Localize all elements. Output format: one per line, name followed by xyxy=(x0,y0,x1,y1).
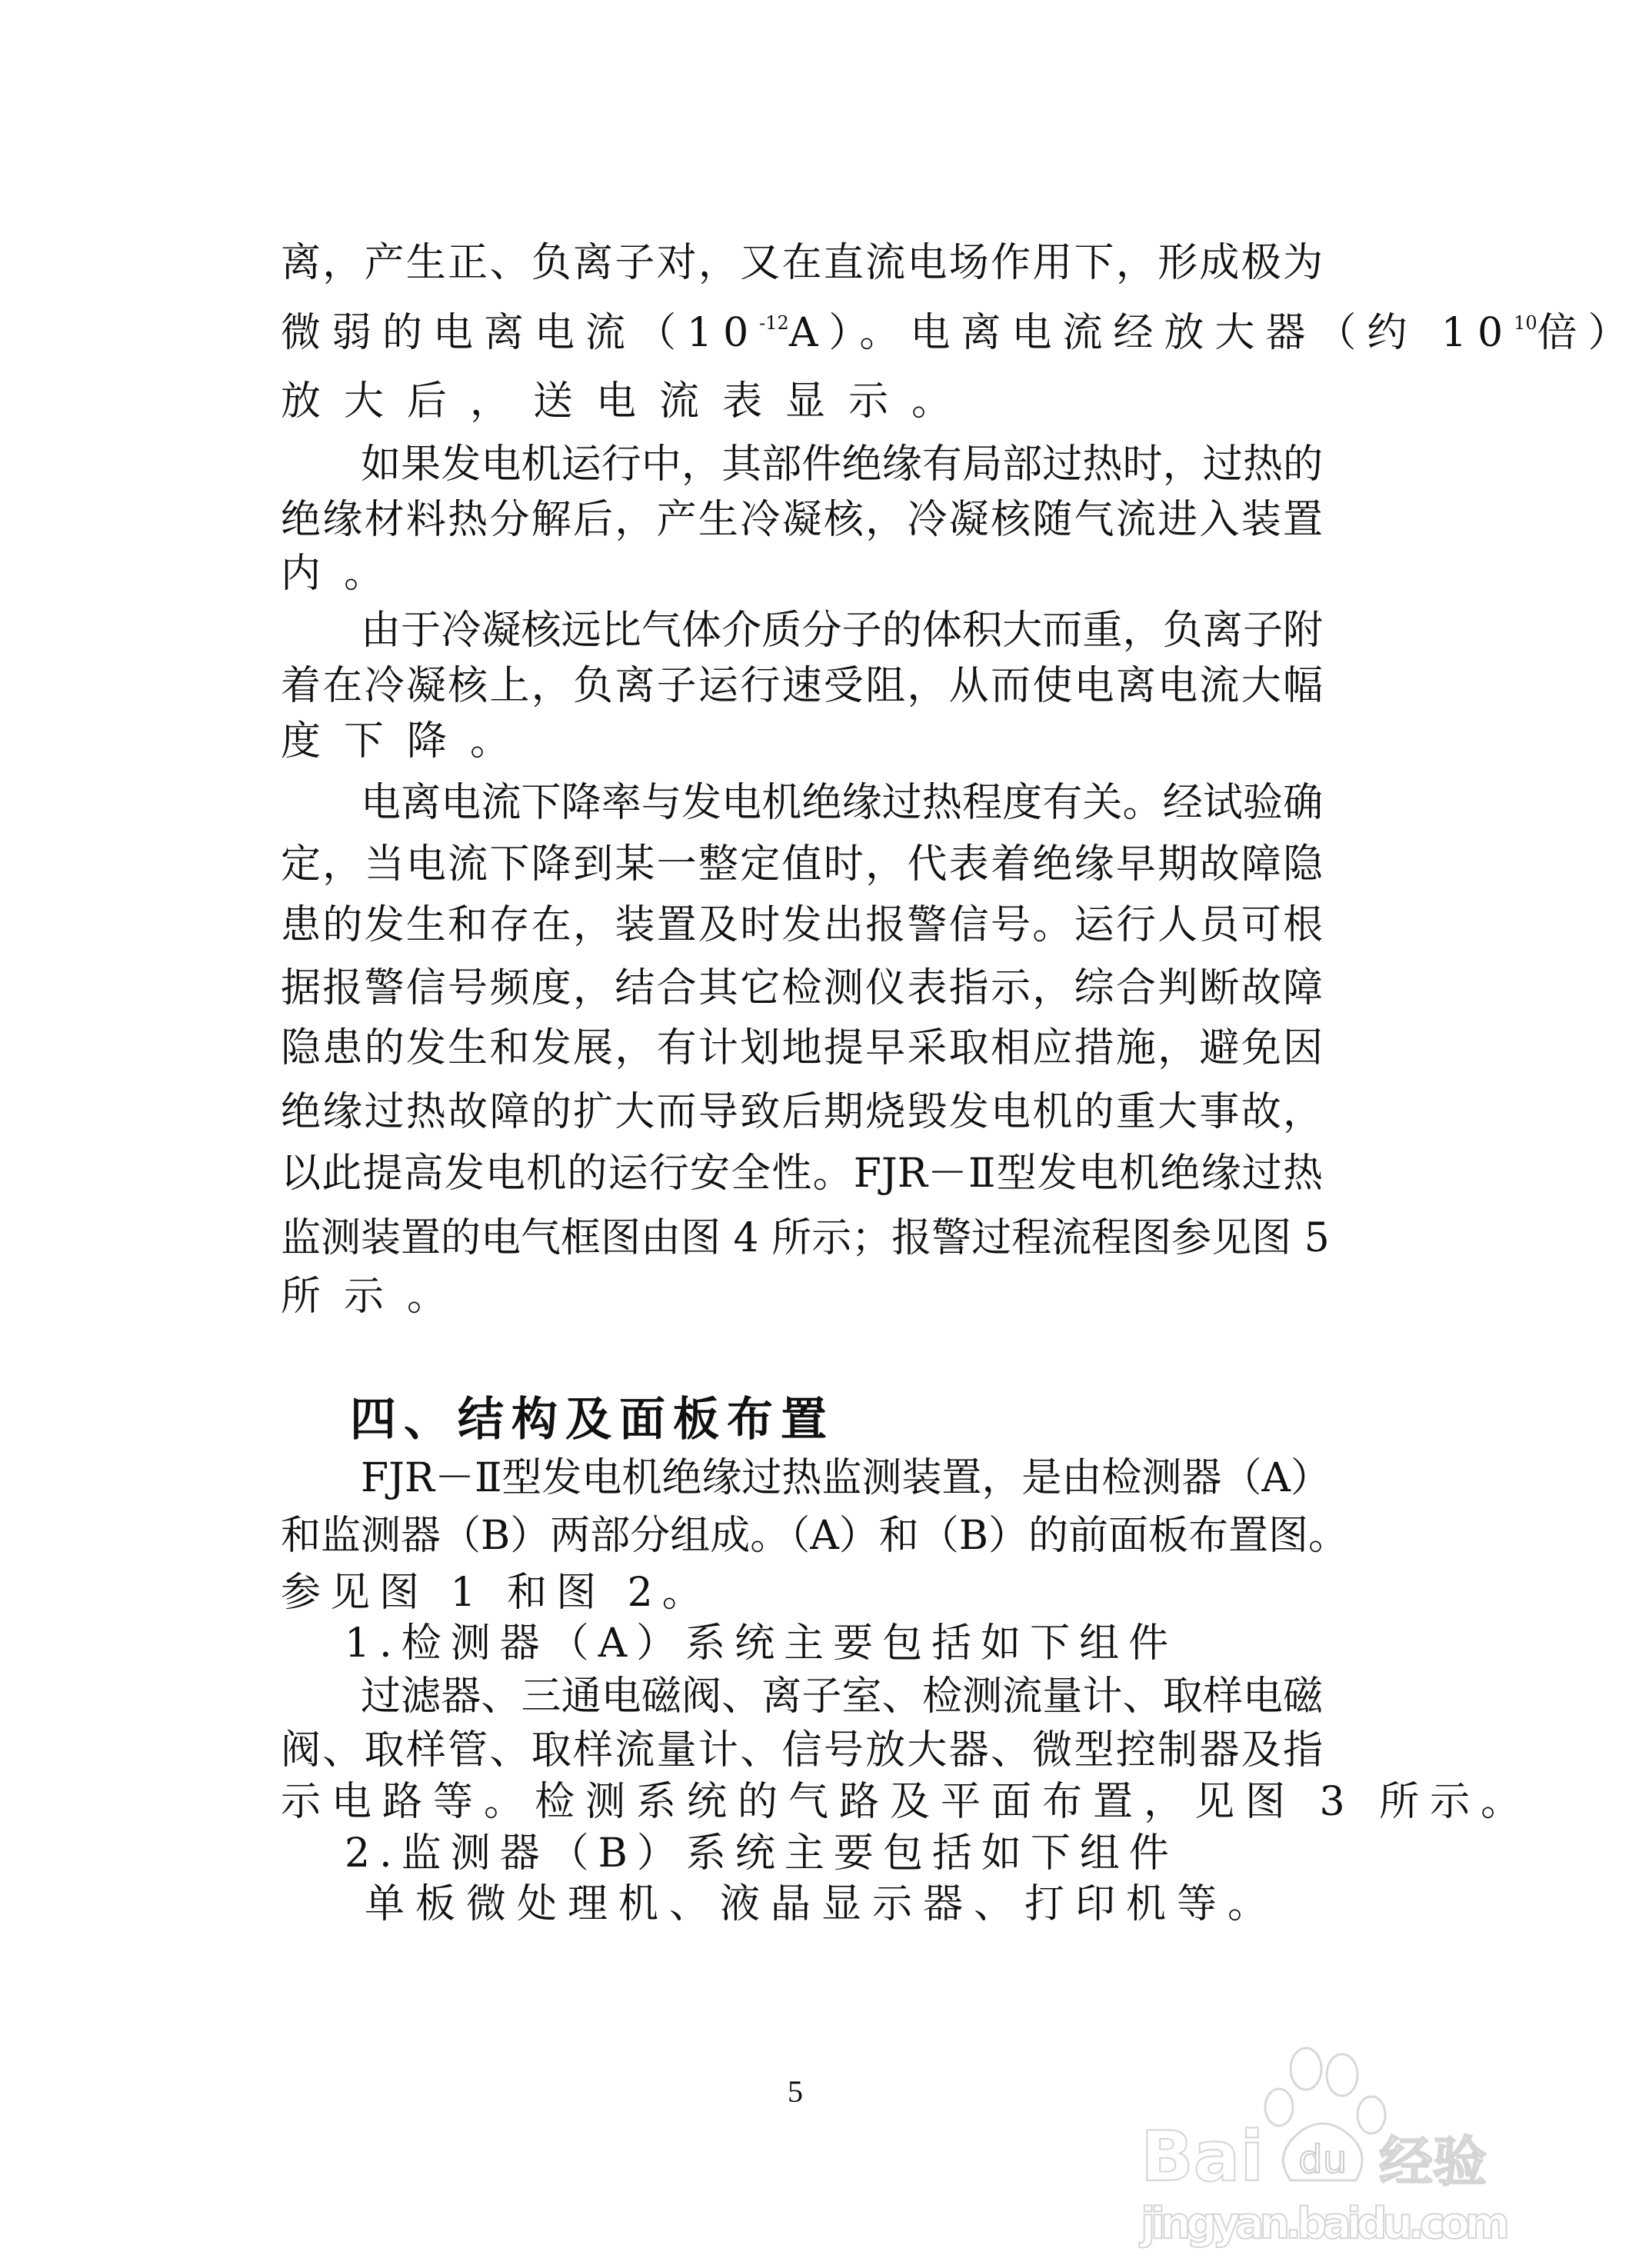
svg-text:Bai: Bai xyxy=(1141,2116,1264,2197)
list-item: 1.检测器（A）系统主要包括如下组件 xyxy=(345,1620,1178,1667)
text-line: 由于冷凝核远比气体介质分子的体积大而重，负离子附 xyxy=(361,608,1323,654)
text-line: 离，产生正、负离子对，又在直流电场作用下，形成极为 xyxy=(281,240,1323,286)
text-line: 放大后，送电流表显示。 xyxy=(281,378,975,425)
text-segment: 倍） xyxy=(1537,310,1639,356)
text-line: 绝缘材料热分解后，产生冷凝核，冷凝核随气流进入装置 xyxy=(281,497,1323,543)
text-line: 如果发电机运行中，其部件绝缘有局部过热时，过热的 xyxy=(361,441,1323,488)
text-line: 内。 xyxy=(281,551,408,597)
text-segment: A）。电离电流经放大器（约 10 xyxy=(788,310,1514,356)
text-line: 患的发生和存在，装置及时发出报警信号。运行人员可根 xyxy=(281,902,1323,948)
text-line: 和监测器（B）两部分组成。（A）和（B）的前面板布置图。 xyxy=(281,1513,1348,1559)
text-line: FJR－Ⅱ型发电机绝缘过热监测装置，是由检测器（A） xyxy=(361,1455,1331,1501)
superscript: 10 xyxy=(1514,312,1537,334)
text-line: 度下降。 xyxy=(281,718,534,764)
section-heading: 四、结构及面板布置 xyxy=(350,1393,834,1447)
text-line: 过滤器、三通电磁阀、离子室、检测流量计、取样电磁 xyxy=(361,1674,1323,1720)
text-line: 定，当电流下降到某一整定值时，代表着绝缘早期故障隐 xyxy=(281,841,1323,888)
text-line: 示电路等。检测系统的气路及平面布置，见图 3 所示。 xyxy=(281,1779,1532,1825)
baidu-watermark-logo xyxy=(1141,2038,1510,2265)
text-line: 隐患的发生和发展，有计划地提早采取相应措施，避免因 xyxy=(281,1025,1323,1071)
page-number: 5 xyxy=(788,2074,803,2109)
text-line: 参见图 1 和图 2。 xyxy=(281,1570,711,1616)
text-line: 所示。 xyxy=(281,1274,471,1320)
text-line: 监测装置的电气框图由图 4 所示；报警过程流程图参见图 5 xyxy=(281,1215,1330,1261)
svg-text:jingyan.baidu.com: jingyan.baidu.com xyxy=(1141,2199,1510,2249)
paw-icon xyxy=(1141,2038,1510,2265)
list-item: 2.监测器（B）系统主要包括如下组件 xyxy=(345,1830,1178,1877)
text-line: 绝缘过热故障的扩大而导致后期烧毁发电机的重大事故， xyxy=(281,1089,1323,1135)
text-line: 据报警信号频度，结合其它检测仪表指示，综合判断故障 xyxy=(281,965,1323,1011)
text-segment: 微弱的电离电流（10 xyxy=(281,310,760,356)
svg-text:du: du xyxy=(1298,2137,1348,2182)
text-line: 电离电流下降率与发电机绝缘过热程度有关。经试验确 xyxy=(361,780,1323,826)
text-line: 阀、取样管、取样流量计、信号放大器、微型控制器及指 xyxy=(281,1727,1323,1773)
svg-text:经验: 经验 xyxy=(1379,2130,1487,2193)
superscript: -12 xyxy=(759,312,789,334)
text-line: 以此提高发电机的运行安全性。FJR－Ⅱ型发电机绝缘过热 xyxy=(281,1151,1323,1197)
text-line: 着在冷凝核上，负离子运行速受阻，从而使电离电流大幅 xyxy=(281,663,1323,709)
text-line xyxy=(281,305,1639,361)
text-line: 单板微处理机、液晶显示器、打印机等。 xyxy=(365,1881,1279,1927)
